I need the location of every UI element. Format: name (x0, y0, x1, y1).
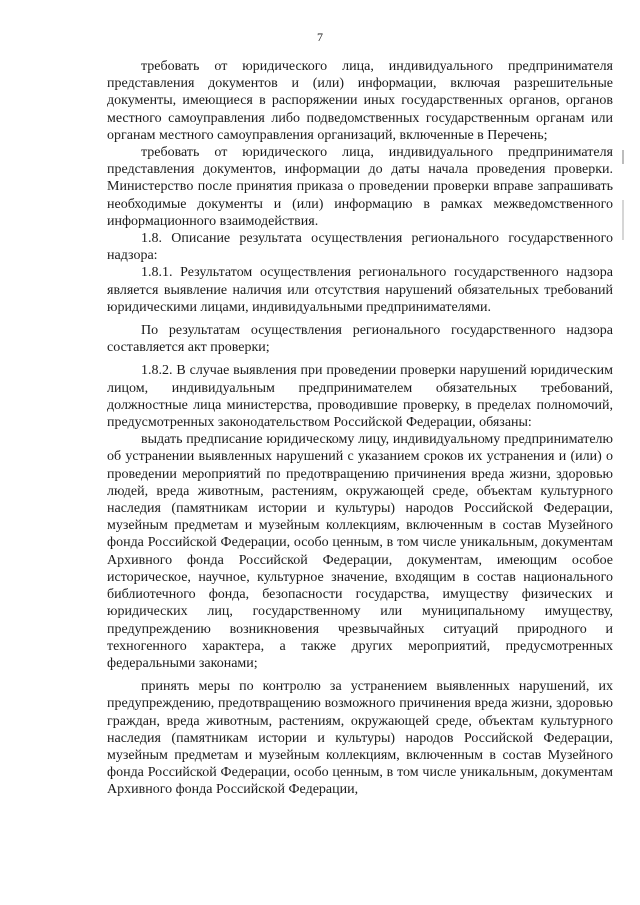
paragraph-prohibition-request-documents: требовать от юридического лица, индивидуального предпринимателя представления документов и (или) информации, включая разрешительные документы, имеющиеся в распоряжении иных государственных органов, органов местного самоуправления либо подведомственных государственным органам или органам местного самоуправления организаций, включенные в Перечень; (107, 59, 613, 143)
paragraph-prohibition-before-inspection: требовать от юридического лица, индивидуального предпринимателя представления документов, информации до даты начала проведения проверки. Министерство после принятия приказа о проведении проверки вправе запрашивать необходимые документы и (или) информацию в рамках межведомственного информационного взаимодействия. (107, 145, 613, 229)
document-body (107, 58, 613, 799)
scan-margin-mark (622, 200, 624, 240)
paragraph-take-measures: принять меры по контролю за устранением выявленных нарушений, их предупреждению, предотвращению возможного причинения вреда жизни, здоровью граждан, вреда животным, растениям, окружающей среде, объектам культурного наследия (памятникам истории и культуры) народов Российской Федерации, музейным предметам и музейным коллекциям, включенным в состав Музейного фонда Российской Федерации, особо ценным, в том числе уникальным, документам Архивного фонда Российской Федерации, (107, 679, 613, 798)
page-number: 7 (317, 30, 323, 44)
paragraph-inspection-act: По результатам осуществления регионального государственного надзора составляется акт проверки; (107, 323, 613, 356)
section-heading-1-8: 1.8. Описание результата осуществления регионального государственного надзора: (107, 231, 613, 264)
paragraph-1-8-2: 1.8.2. В случае выявления при проведении проверки нарушений юридическим лицом, индивидуальным предпринимателем обязательных требований, должностные лица министерства, проводившие проверку, в пределах полномочий, предусмотренных законодательством Российской Федерации, обязаны: (107, 363, 613, 431)
scan-margin-mark (622, 150, 624, 164)
paragraph-1-8-1: 1.8.1. Результатом осуществления регионального государственного надзора является выявление наличия или отсутствия нарушений обязательных требований юридическими лицами, индивидуальными предпринимателями. (107, 265, 613, 315)
paragraph-issue-order: выдать предписание юридическому лицу, индивидуальному предпринимателю об устранении выявленных нарушений с указанием сроков их устранения и (или) о проведении мероприятий по предотвращению причинения вреда жизни, здоровью людей, вреда животным, растениям, окружающей среде, объектам культурного наследия (памятникам истории и культуры) народов Российской Федерации, музейным предметам и музейным коллекциям, включенным в состав Музейного фонда Российской Федерации, особо ценным, в том числе уникальным, документам Архивного фонда Российской Федерации, документам, имеющим особое историческое, научное, культурное значение, входящим в состав национального библиотечного фонда, безопасности государства, имуществу физических и юридических лиц, государственному или муниципальному имуществу, предупреждению возникновения чрезвычайных ситуаций природного и техногенного характера, а также других мероприятий, предусмотренных федеральными законами; (107, 432, 613, 671)
